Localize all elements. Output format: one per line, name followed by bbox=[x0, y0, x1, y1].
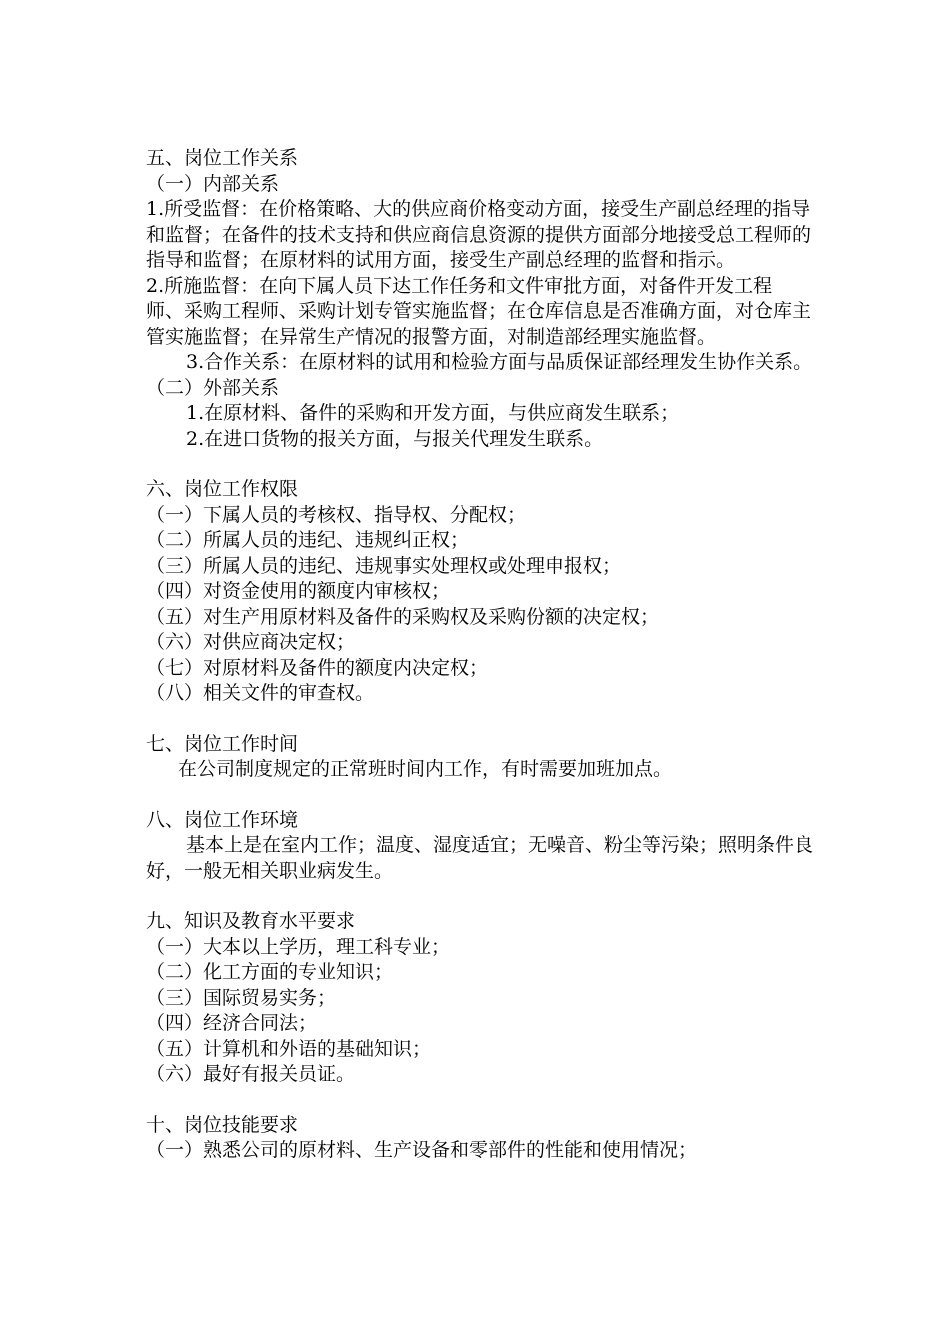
external-relation-item-1: 1.在原材料、备件的采购和开发方面，与供应商发生联系； bbox=[186, 402, 680, 424]
authority-item: （七）对原材料及备件的额度内决定权； bbox=[146, 656, 489, 679]
external-relation-item-2: 2.在进口货物的报关方面，与报关代理发生联系。 bbox=[186, 427, 604, 450]
external-relations-heading: （二）外部关系 bbox=[146, 376, 280, 399]
education-item: （三）国际贸易实务； bbox=[146, 986, 337, 1009]
section-10-heading: 十、岗位技能要求 bbox=[146, 1113, 299, 1136]
authority-item: （五）对生产用原材料及备件的采购权及采购份额的决定权； bbox=[146, 605, 660, 628]
education-item: （六）最好有报关员证。 bbox=[146, 1063, 356, 1085]
spacer bbox=[146, 783, 816, 808]
spacer bbox=[146, 707, 816, 732]
authority-item: （六）对供应商决定权； bbox=[146, 631, 356, 653]
section-9-heading: 九、知识及教育水平要求 bbox=[146, 910, 356, 932]
section-8-heading: 八、岗位工作环境 bbox=[146, 808, 299, 831]
skill-item: （一）熟悉公司的原材料、生产设备和零部件的性能和使用情况； bbox=[146, 1139, 698, 1161]
cooperation-paragraph: 3.合作关系：在原材料的试用和检验方面与品质保证部经理发生协作关系。 bbox=[186, 351, 813, 373]
section-6-heading: 六、岗位工作权限 bbox=[146, 478, 299, 500]
supervises-paragraph-line1: 2.所施监督：在向下属人员下达工作任务和文件审批方面，对备件开发工程 bbox=[146, 274, 773, 297]
supervised-by-paragraph: 1.所受监督：在价格策略、大的供应商价格变动方面，接受生产副总经理的指导和监督；在备件的技术支持和供应商信息资源的提供方面部分地接受总工程师的指导和监督；在原材料的试用方面，接受生产副总经理的监督和指示。 bbox=[146, 198, 812, 271]
education-item: （四）经济合同法； bbox=[146, 1012, 318, 1034]
document-page bbox=[146, 146, 816, 1164]
work-time-text: 在公司制度规定的正常班时间内工作，有时需要加班加点。 bbox=[178, 758, 673, 780]
section-5-heading: 五、岗位工作关系 bbox=[146, 147, 299, 169]
education-item: （二）化工方面的专业知识； bbox=[146, 961, 394, 983]
spacer bbox=[146, 1088, 816, 1113]
authority-item: （四）对资金使用的额度内审核权； bbox=[146, 580, 451, 602]
education-item: （一）大本以上学历，理工科专业； bbox=[146, 935, 451, 958]
spacer bbox=[146, 452, 816, 477]
education-item: （五）计算机和外语的基础知识； bbox=[146, 1037, 432, 1060]
authority-item: （一）下属人员的考核权、指导权、分配权； bbox=[146, 503, 527, 526]
authority-item: （三）所属人员的违纪、违规事实处理权或处理申报权； bbox=[146, 554, 622, 577]
section-7-heading: 七、岗位工作时间 bbox=[146, 732, 299, 755]
work-environment-text: 基本上是在室内工作；温度、湿度适宜；无噪音、粉尘等污染；照明条件良好，一般无相关职业病发生。 bbox=[146, 834, 814, 882]
internal-relations-heading: （一）内部关系 bbox=[146, 172, 280, 195]
authority-item: （八）相关文件的审查权。 bbox=[146, 682, 375, 704]
authority-item: （二）所属人员的违纪、违规纠正权； bbox=[146, 529, 470, 551]
spacer bbox=[146, 884, 816, 909]
supervises-paragraph-line2: 师、采购工程师、采购计划专管实施监督；在仓库信息是否准确方面，对仓库主管实施监督；在异常生产情况的报警方面，对制造部经理实施监督。 bbox=[146, 300, 812, 348]
